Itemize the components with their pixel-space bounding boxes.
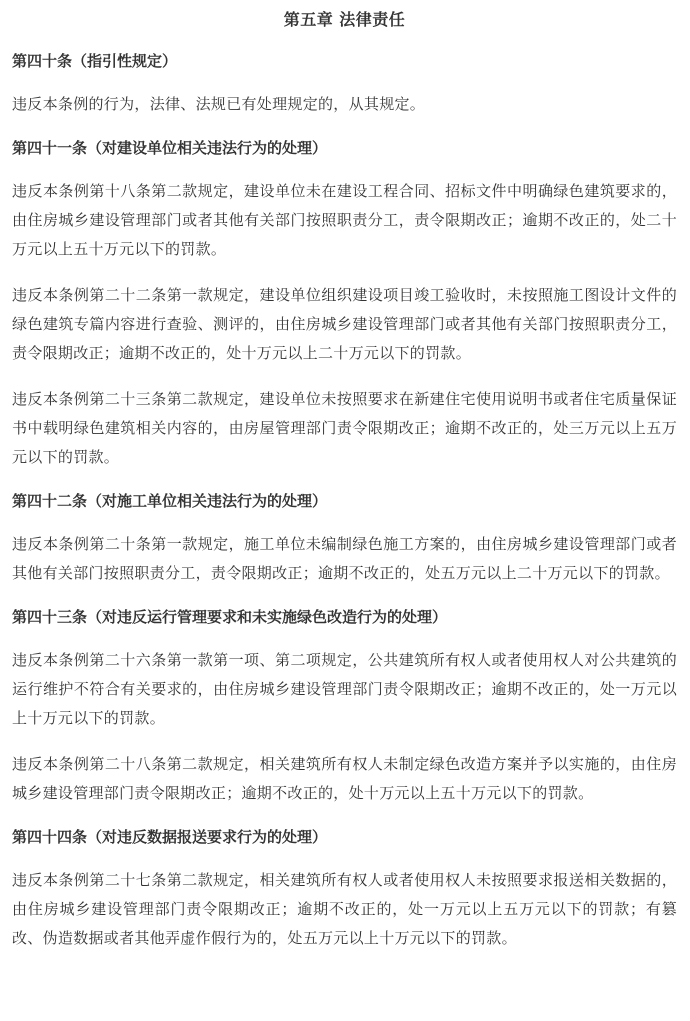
article-paragraph: 违反本条例第十八条第二款规定，建设单位未在建设工程合同、招标文件中明确绿色建筑要求的，由住房城乡建设管理部门或者其他有关部门按照职责分工，责令限期改正；逾期不改正的，处二十万元以上五十万元以下的罚款。	[12, 182, 677, 258]
article-heading: 第四十条（指引性规定）	[12, 52, 178, 70]
article-heading: 第四十一条（对建设单位相关违法行为的处理）	[12, 139, 328, 157]
article-heading: 第四十二条（对施工单位相关违法行为的处理）	[12, 492, 328, 510]
article-40	[12, 49, 677, 119]
article-paragraph: 违反本条例第二十二条第一款规定，建设单位组织建设项目竣工验收时，未按照施工图设计文件的绿色建筑专篇内容进行查验、测评的，由住房城乡建设管理部门或者其他有关部门按照职责分工，责令限期改正；逾期不改正的，处十万元以上二十万元以下的罚款。	[12, 286, 677, 362]
chapter-title: 第五章 法律责任	[283, 10, 406, 29]
article-44	[12, 825, 677, 953]
article-paragraph: 违反本条例第二十六条第一款第一项、第二项规定，公共建筑所有权人或者使用权人对公共建筑的运行维护不符合有关要求的，由住房城乡建设管理部门责令限期改正；逾期不改正的，处一万元以上十万元以下的罚款。	[12, 651, 677, 727]
article-paragraph: 违反本条例的行为，法律、法规已有处理规定的，从其规定。	[12, 95, 426, 113]
article-42	[12, 489, 677, 588]
article-heading: 第四十三条（对违反运行管理要求和未实施绿色改造行为的处理）	[12, 608, 448, 626]
article-paragraph: 违反本条例第二十八条第二款规定，相关建筑所有权人未制定绿色改造方案并予以实施的，由住房城乡建设管理部门责令限期改正；逾期不改正的，处十万元以上五十万元以下的罚款。	[12, 755, 677, 802]
article-paragraph: 违反本条例第二十三条第二款规定，建设单位未按照要求在新建住宅使用说明书或者住宅质量保证书中载明绿色建筑相关内容的，由房屋管理部门责令限期改正；逾期不改正的，处三万元以上五万元以下的罚款。	[12, 390, 677, 466]
article-paragraph: 违反本条例第二十七条第二款规定，相关建筑所有权人或者使用权人未按照要求报送相关数据的，由住房城乡建设管理部门责令限期改正；逾期不改正的，处一万元以上五万元以下的罚款；有篡改、伪造数据或者其他弄虚作假行为的，处五万元以上十万元以下的罚款。	[12, 871, 677, 947]
article-heading: 第四十四条（对违反数据报送要求行为的处理）	[12, 828, 328, 846]
article-paragraph: 违反本条例第二十条第一款规定，施工单位未编制绿色施工方案的，由住房城乡建设管理部门或者其他有关部门按照职责分工，责令限期改正；逾期不改正的，处五万元以上二十万元以下的罚款。	[12, 535, 677, 582]
article-43	[12, 605, 677, 808]
article-41	[12, 136, 677, 472]
